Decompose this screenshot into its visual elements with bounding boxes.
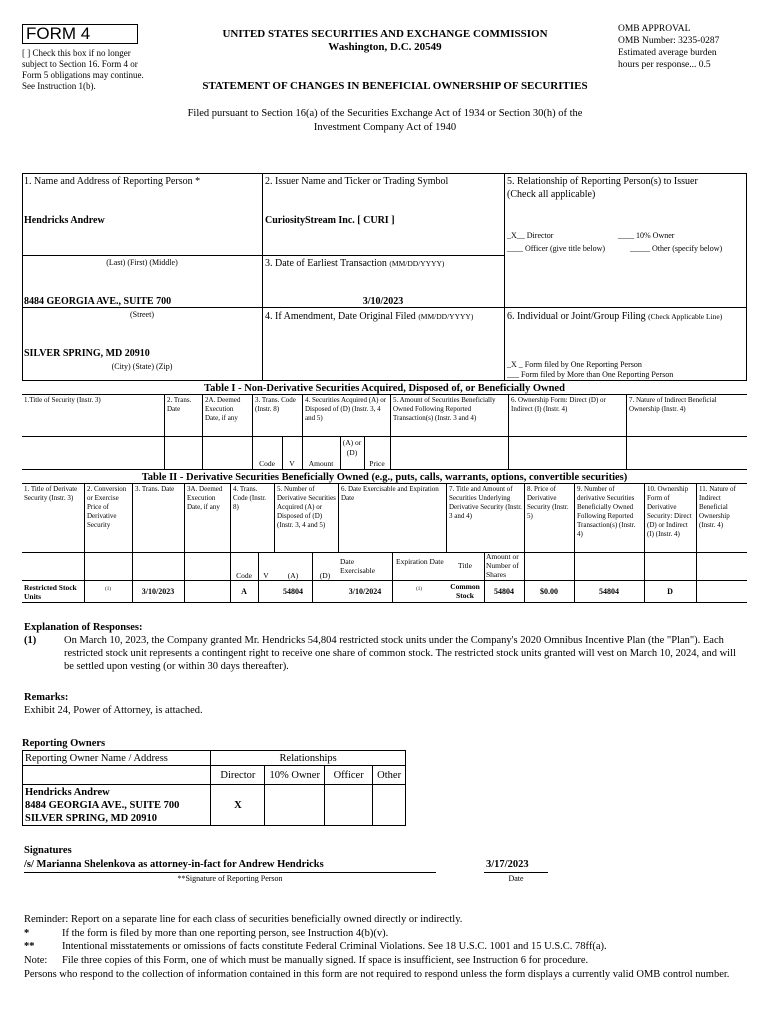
box-hline-2 [262,255,504,256]
owners-col-name: Reporting Owner Name / Address [23,751,211,766]
t2-row-date: 3/10/2023 [141,587,175,596]
t1-sub-code: Code [259,459,275,468]
box3-label-text: 3. Date of Earliest Transaction [265,258,387,269]
table2-title: Table II - Derivative Securities Beneficially Owned (e.g., puts, calls, warrants, options, convertible securities) [141,472,628,483]
explanation-num: (1) [24,635,37,646]
agency-name: UNITED STATES SECURITIES AND EXCHANGE COMMISSION [222,28,548,40]
reporting-person-name: Hendricks Andrew [24,215,105,226]
t2-sub-amount: Amount or Number of Shares [486,552,519,579]
t1-h6-text: 6. Ownership Form: Direct (D) or Indirect (I) (Instr. 4) [511,396,606,413]
note-label: Note: [24,955,48,966]
officer-check: ____ Officer (give title below) [507,244,606,253]
filed-pursuant-2: Investment Company Act of 1940 [313,122,457,133]
box1-label: 1. Name and Address of Reporting Person * [24,176,201,187]
t2-h7-text: 7. Title and Amount of Securities Underlying Derivative Security (Instr. 3 and 4) [449,485,522,520]
signature-date: 3/17/2023 [486,859,529,870]
note-text: File three copies of this Form, one of which must be manually signed. If space is insufficient, see Instruction 6 for procedure. [62,955,589,966]
omb-approval: OMB APPROVAL [618,24,691,34]
t1-h3 [252,395,302,436]
t1-h4-text: 4. Securities Acquired (A) or Disposed of (D) (Instr. 3, 4 and 5) [305,396,387,422]
box-hline-1 [22,255,262,256]
t1-sub-v: V [289,459,295,468]
box3-label-small: (MM/DD/YYYY) [389,259,445,268]
other-check: _____ Other (specify below) [630,244,723,253]
t1-h1-text: 1.Title of Security (Instr. 3) [24,396,101,404]
t2-h9-text: 9. Number of derivative Securities Beneficially Owned Following Reported Transaction(s) (Instr. 4) [577,485,636,538]
t1-h3-text: 3. Trans. Code (Instr. 8) [255,396,296,413]
t2-h1-text: 1. Title of Derivate Security (Instr. 3) [24,485,78,502]
t2-h5 [274,484,338,552]
earliest-transaction-date: 3/10/2023 [362,296,404,307]
t1-sub-amount: Amount [308,459,334,468]
director-check: _X__ Director [507,231,554,240]
t2-sub-a: (A) [287,571,299,580]
t1-h4 [302,395,390,436]
omb-number: OMB Number: 3235-0287 [618,36,720,46]
t2-h4-text: 4. Trans. Code (Instr. 8) [233,485,267,511]
t2-row-und-title: Common Stock [450,582,480,600]
issuer-name: CuriosityStream Inc. [ CURI ] [265,215,395,226]
box-divider-2 [504,173,505,381]
ten-pct-check: ____ 10% Owner [618,231,675,240]
owners-other-mark [373,785,406,826]
agency-city: Washington, D.C. 20549 [328,41,442,53]
t1-sub-div-2 [202,436,203,470]
street-caption: (Street) [130,310,154,319]
t2-row-form: D [667,587,673,596]
box5-sublabel: (Check all applicable) [507,189,596,200]
owners-person-name: Hendricks Andrew [25,786,110,798]
t2-row-owned: 54804 [599,587,619,596]
owners-person-street: 8484 GEORGIA AVE., SUITE 700 [25,799,180,811]
t2-row-price: $0.00 [540,587,558,596]
t1-h2a [202,395,252,436]
signer-caption: **Signature of Reporting Person [177,874,283,883]
owners-col-rel: Relationships [211,751,406,766]
t1-h1 [22,395,164,436]
t1-sub-div-1 [164,436,165,470]
t2-h8 [524,484,574,602]
t2-h2 [84,484,132,602]
box6-label-text: 6. Individual or Joint/Group Filing [507,311,646,322]
t2-h11-text: 11. Nature of Indirect Beneficial Ownership (Instr. 4) [699,485,736,529]
t2-h8-text: 8. Price of Derivative Security (Instr. 5) [527,485,569,520]
owners-officer-mark [325,785,373,826]
box4-label [265,311,473,322]
owners-person-city: SILVER SPRING, MD 20910 [25,812,158,824]
filing-option-2: ___ Form filed by More than One Reporting Person [507,370,674,379]
t1-h5-text: 5. Amount of Securities Beneficially Owned Following Reported Transaction(s) (Instr. 3 and 4) [393,396,496,422]
t1-h7-text: 7. Nature of Indirect Beneficial Ownership (Instr. 4) [629,396,717,413]
table1-title: Table I - Non-Derivative Securities Acquired, Disposed of, or Beneficially Owned [204,383,565,394]
t1-h7 [626,395,747,470]
box6-label [507,311,743,323]
t2-row-expiration: (1) [416,587,422,592]
form-title: FORM 4 [26,24,91,43]
t2-sub-v: V [263,571,269,580]
box2-label: 2. Issuer Name and Ticker or Trading Symbol [265,176,449,187]
owners-col-ten: 10% Owner [265,766,325,785]
t2-h3a-text: 3A. Deemed Execution Date, if any [187,485,223,511]
t2-h9 [574,484,644,602]
t2-row-conv: (1) [105,587,111,592]
omb-burden-2: hours per response... 0.5 [618,60,711,70]
t2-h5-text: 5. Number of Derivative Securities Acquired (A) or Disposed of (D) (Instr. 3, 4 and 5) [277,485,336,529]
box6-label-small: (Check Applicable Line) [648,312,723,321]
t2-h3a [184,484,230,602]
box5-label: 5. Relationship of Reporting Person(s) to Issuer [507,176,698,187]
t2-sub-exp: Expiration Date [396,557,444,566]
reminder: Reminder: Report on a separate line for each class of securities beneficially owned directly or indirectly. [24,914,463,925]
t2-h10 [644,484,696,602]
signatures-heading: Signatures [24,845,72,856]
t2-row-title: Restricted Stock Units [24,583,77,601]
t2-row-exercisable: 3/10/2024 [348,587,382,596]
t2-sub-title: Title [458,561,472,570]
explanation-heading: Explanation of Responses: [24,622,143,633]
t1-h2-text: 2. Trans. Date [167,396,192,413]
t1-h6 [508,395,626,470]
t2-row-und-amount: 54804 [494,587,514,596]
t2-h7 [446,484,524,552]
owners-table [22,750,406,826]
t2-row-a: 54804 [283,587,303,596]
persons-text: Persons who respond to the collection of information contained in this form are not required to respond unless the form displays a currently valid OMB control number. [24,969,730,980]
t2-h6-text: 6. Date Exercisable and Expiration Date [341,485,439,502]
t2-h3 [132,484,184,602]
checkbox-note: [ ] Check this box if no longer subject to Section 16. Form 4 or Form 5 obligations may continue. See Instruction 1(b). [22,48,144,91]
explanation-text: On March 10, 2023, the Company granted Mr. Hendricks 54,804 restricted stock units under the Company's 2020 Omnibus Incentive Plan (the "Plan"). Each restricted stock unit represents a contingent right to receive one share of common stock. The restricted stock units granted will vest on March 10, 2024, and will be settled upon vesting (or within 30 days thereafter). [64,635,736,672]
star2-text: Intentional misstatements or omissions of facts constitute Federal Criminal Violations. See 18 U.S.C. 1001 and 15 U.S.C. 78ff(a). [62,941,607,952]
t2-h10-text: 10. Ownership Form of Derivative Security: Direct (D) or Indirect (I) (Instr. 4) [647,485,692,538]
t1-h2 [164,395,202,436]
filing-option-1: _X _ Form filed by One Reporting Person [507,360,642,369]
box4-label-text: 4. If Amendment, Date Original Filed [265,311,416,322]
owners-empty [23,766,211,785]
t2-h6 [338,484,446,552]
t2-h11 [696,484,747,602]
reporting-person-city: SILVER SPRING, MD 20910 [24,348,150,359]
remarks-heading: Remarks: [24,692,69,703]
city-caption: (City) (State) (Zip) [111,362,173,371]
box-hline-4 [262,307,747,308]
star1-text: If the form is filed by more than one reporting person, see Instruction 4(b)(v). [62,928,389,939]
reporting-person-street: 8484 GEORGIA AVE., SUITE 700 [24,296,172,307]
t2-row-code: A [241,587,247,596]
date-line [484,872,548,873]
star1: * [24,928,30,939]
omb-burden-1: Estimated average burden [618,48,717,58]
box-divider-1 [262,173,263,381]
statement-title: STATEMENT OF CHANGES IN BENEFICIAL OWNERSHIP OF SECURITIES [202,80,588,92]
remarks-text: Exhibit 24, Power of Attorney, is attached. [24,705,203,716]
name-caption: (Last) (First) (Middle) [106,258,178,267]
signature-line [24,872,436,873]
t2-h2-text: 2. Conversion or Exercise Price of Derivative Security [87,485,127,529]
box-hline-3 [22,307,262,308]
box3-label [265,258,444,269]
t2-sub-div-3 [392,552,393,602]
owners-person [23,785,211,826]
filed-pursuant-1: Filed pursuant to Section 16(a) of the Securities Exchange Act of 1934 or Section 30(h) of the [187,108,583,119]
t1-sub-div-6 [340,436,341,470]
owners-director-mark: X [211,785,265,826]
t2-sub-date-ex: Date Exercisable [340,557,375,575]
date-caption: Date [508,874,524,883]
box4-label-small: (MM/DD/YYYY) [418,312,474,321]
owners-col-other: Other [373,766,406,785]
t1-sub-aord: (A) or (D) [342,438,362,457]
owners-ten-mark [265,785,325,826]
t2-sub-d: (D) [319,571,331,580]
t1-sub-price: Price [369,459,385,468]
signer: /s/ Marianna Shelenkova as attorney-in-fact for Andrew Hendricks [24,859,324,870]
t1-h2a-text: 2A. Deemed Execution Date, if any [205,396,241,422]
star2: ** [24,941,35,952]
owners-col-director: Director [211,766,265,785]
t1-h5 [390,395,508,470]
owners-col-officer: Officer [325,766,373,785]
t2-h4 [230,484,274,602]
t2-sub-code: Code [236,571,252,580]
owners-heading: Reporting Owners [22,738,106,749]
t2-h3-text: 3. Trans. Date [135,485,175,493]
